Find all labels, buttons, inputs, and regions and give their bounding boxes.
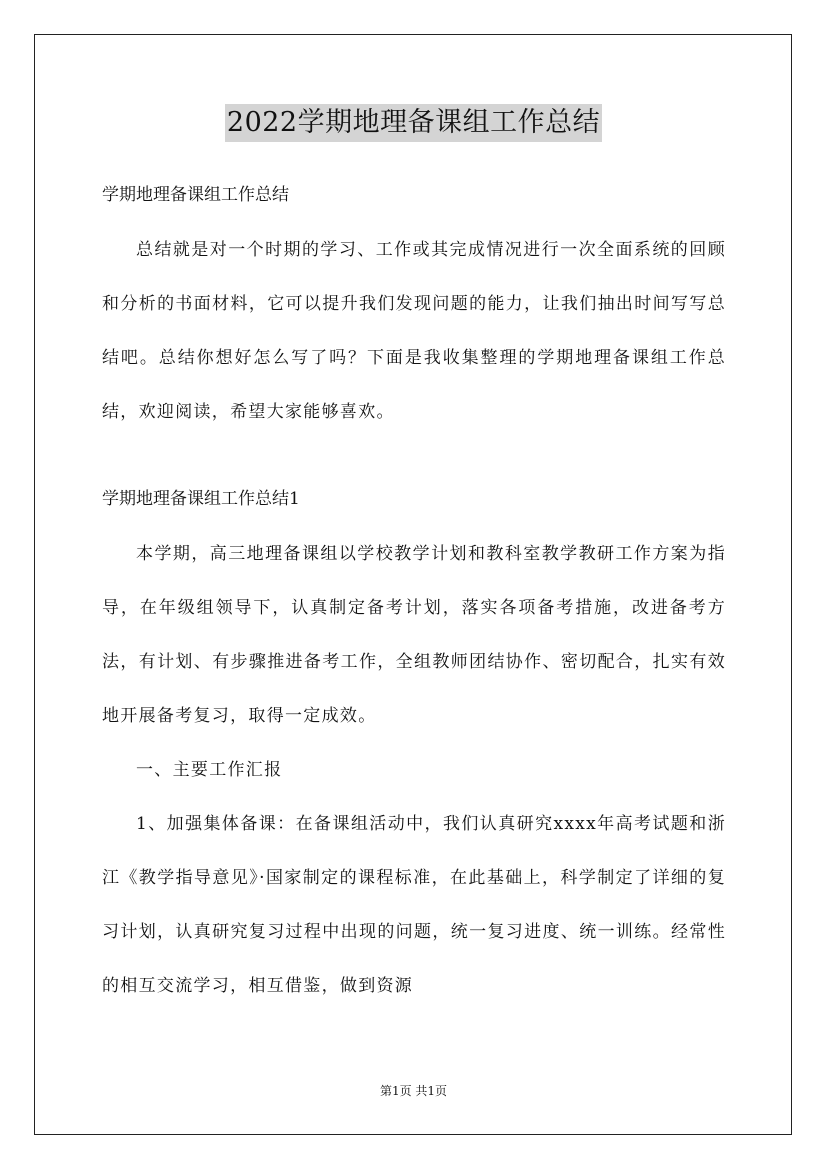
sub-heading: 一、主要工作汇报: [136, 760, 283, 780]
subtitle: 学期地理备课组工作总结: [102, 185, 289, 205]
section-paragraph: 本学期，高三地理备课组以学校教学计划和教科室教学教研工作方案为指导，在年级组领导下，认真制定备考计划，落实各项备考措施，改进备考方法，有计划、有步骤推进备考工作，全组教师团结协作、密切配合，扎实有效地开展备考复习，取得一定成效。: [102, 544, 726, 726]
page-footer: 第1页 共1页: [379, 1084, 448, 1098]
section-paragraph-2: 1、加强集体备课：在备课组活动中，我们认真研究xxxx年高考试题和浙江《教学指导意见》·国家制定的课程标准，在此基础上，科学制定了详细的复习计划，认真研究复习过程中出现的问题，统一复习进度、统一训练。经常性的相互交流学习，相互借鉴，做到资源: [102, 814, 726, 996]
intro-paragraph: 总结就是对一个时期的学习、工作或其完成情况进行一次全面系统的回顾和分析的书面材料，它可以提升我们发现问题的能力，让我们抽出时间写写总结吧。总结你想好怎么写了吗？下面是我收集整理的学期地理备课组工作总结，欢迎阅读，希望大家能够喜欢。: [102, 240, 726, 422]
title-container: [0, 104, 827, 142]
document-body: [102, 173, 726, 1013]
section-spacer: [102, 439, 726, 477]
document-title: 2022学期地理备课组工作总结: [225, 104, 602, 142]
section-heading: 学期地理备课组工作总结1: [102, 489, 300, 509]
